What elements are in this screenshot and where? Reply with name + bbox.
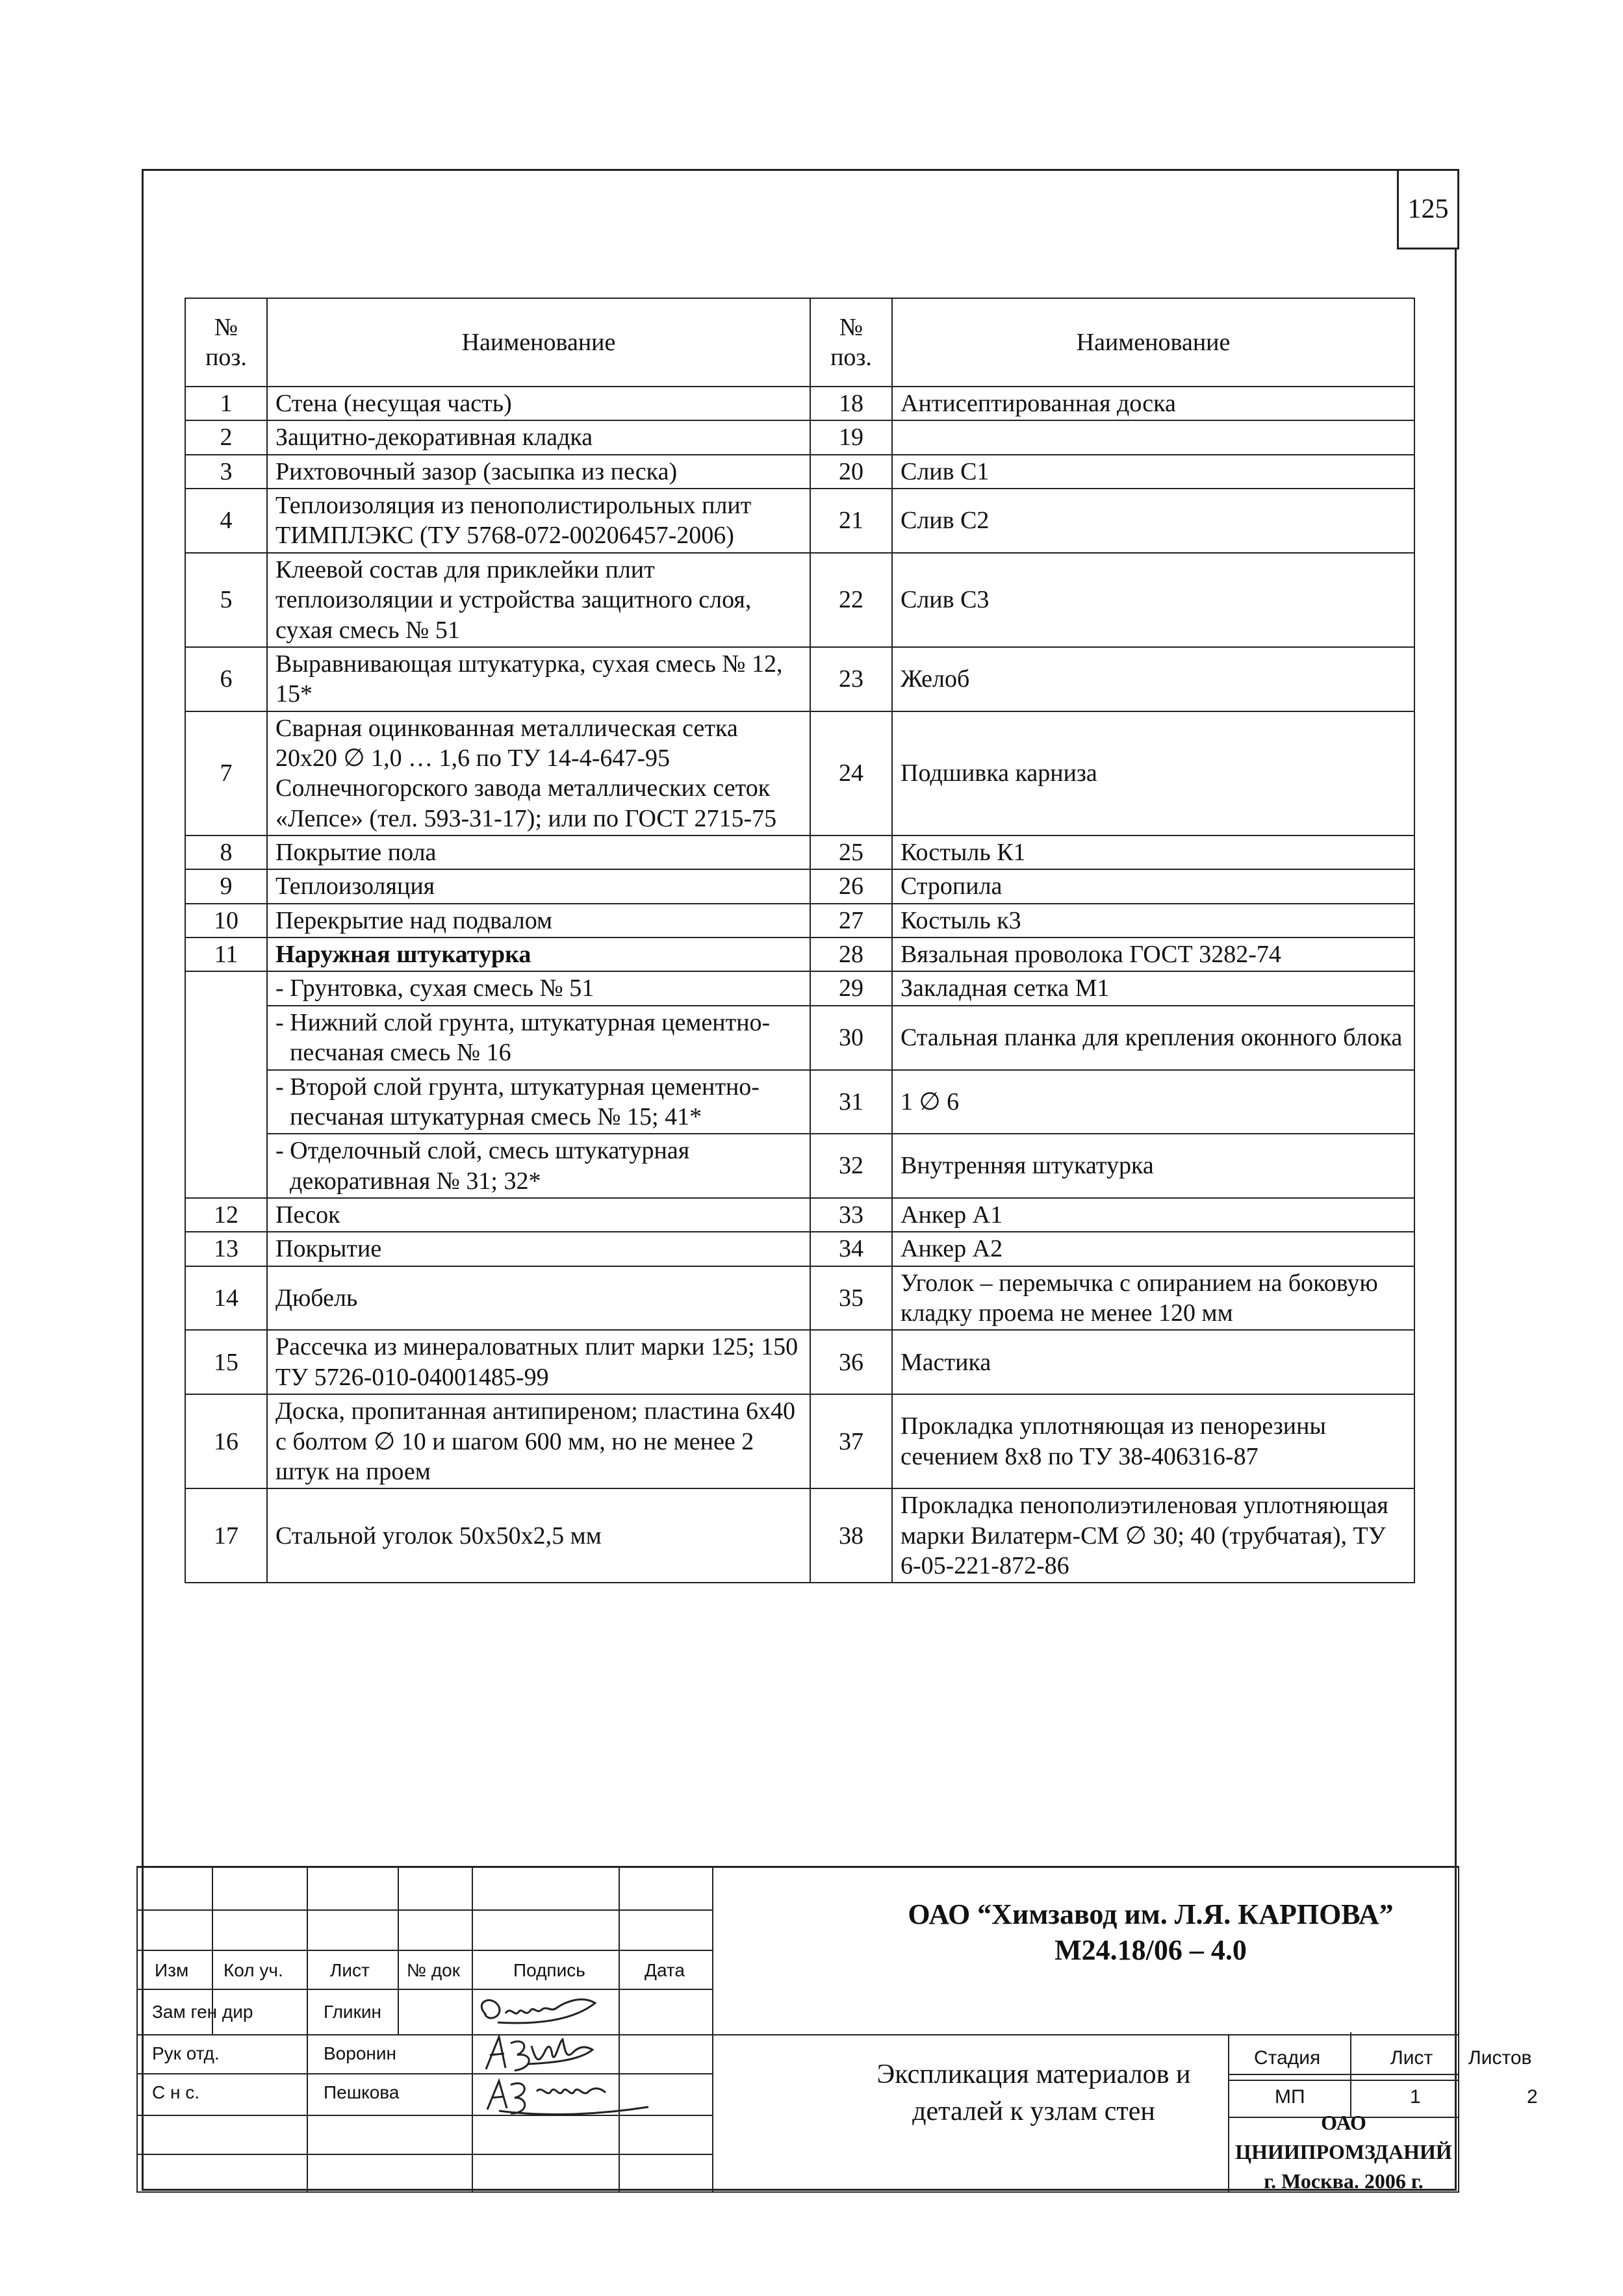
header-podp: Подпись [513,1960,585,1980]
row-name: Антисептированная доска [892,387,1414,420]
header-num-left: № поз. [185,298,267,387]
row-name: Рассечка из минераловатных плит марки 125; 150 ТУ 5726-010-04001485-99 [267,1330,810,1394]
row-name [267,971,810,1005]
row-name: Анкер А1 [892,1198,1414,1232]
row-name: Уголок – перемычка с опиранием на боковую кладку проема не менее 120 мм [892,1266,1414,1331]
table-row [185,387,1414,420]
row-num: 27 [810,904,892,938]
row-num: 34 [810,1232,892,1266]
designer-name: ОАО ЦНИИПРОМЗДАНИЙ [1235,2111,1452,2163]
row-num: 20 [810,455,892,489]
sheets-label: Листов [1468,2047,1532,2069]
sheet-value: 1 [1410,2086,1421,2108]
table-row [185,1488,1414,1583]
row-num: 11 [185,938,267,971]
sublayer-second: - Второй слой грунта, штукатурная цементно-песчаная штукатурная смесь № 15; 41* [275,1073,760,1130]
row-name: Рихтовочный зазор (засыпка из песка) [267,455,810,489]
header-name-right: Наименование [892,298,1414,387]
row-name: Защитно-декоративная кладка [267,420,810,454]
row-name: Костыль к3 [892,904,1414,938]
sheets-value: 2 [1527,2086,1538,2108]
sublayer-primer: - Грунтовка, сухая смесь № 51 [275,975,594,1002]
row-name: Клеевой состав для приклейки плит теплоизоляции и устройства защитного слоя, сухая смесь № 51 [267,553,810,647]
row-name: Песок [267,1198,810,1232]
table-row [185,553,1414,647]
row-name: Слив С1 [892,455,1414,489]
row-name [267,1070,810,1134]
row-num: 23 [810,647,892,711]
organization-name: ОАО “Химзавод им. Л.Я. КАРПОВА” [908,1898,1394,1930]
row-name: Подшивка карниза [892,711,1414,835]
row-name: Слив С2 [892,489,1414,553]
row-num: 25 [810,835,892,869]
row-name: Прокладка уплотняющая из пенорезины сечением 8х8 по ТУ 38-406316-87 [892,1394,1414,1488]
table-row [185,835,1414,869]
document-title: Экспликация материалов и деталей к узлам стен [876,2060,1191,2126]
row-name: Стальной уголок 50х50х2,5 мм [267,1488,810,1583]
row-name: Закладная сетка М1 [892,971,1414,1005]
header-name-left: Наименование [267,298,810,387]
table-row [185,1134,1414,1198]
table-row [185,1070,1414,1134]
row-name: Дюбель [267,1266,810,1331]
row-name: Стальная планка для крепления оконного блока [892,1006,1414,1070]
stage-grid [1228,2032,1459,2191]
row-name: Выравнивающая штукатурка, сухая смесь № 12, 15* [267,647,810,711]
row-num: 32 [810,1134,892,1198]
row-num: 22 [810,553,892,647]
name-peshkova: Пешкова [324,2082,400,2102]
row-num: 10 [185,904,267,938]
table-row [185,711,1414,835]
row-name: Доска, пропитанная антипиреном; пластина 6х40 с болтом ∅ 10 и шагом 600 мм, но не менее 2 штук на проем [267,1394,810,1488]
row-name [267,1006,810,1070]
header-list: Лист [330,1960,370,1980]
row-num: 17 [185,1488,267,1583]
table-row [185,455,1414,489]
document-code: М24.18/06 – 4.0 [1054,1934,1247,1966]
sublayer-lower: - Нижний слой грунта, штукатурная цементно-песчаная смесь № 16 [275,1008,771,1067]
sheet-label: Лист [1390,2047,1433,2069]
table-row [185,938,1414,971]
table-row [185,1006,1414,1070]
row-name: Покрытие пола [267,835,810,869]
row-name: Желоб [892,647,1414,711]
row-name: Теплоизоляция [267,869,810,903]
row-name: Покрытие [267,1232,810,1266]
row-name: Стропила [892,869,1414,903]
row-num: 14 [185,1266,267,1331]
row-num: 7 [185,711,267,835]
name-voronin: Воронин [324,2043,396,2063]
row-name: Перекрытие над подвалом [267,904,810,938]
table-row [185,1266,1414,1331]
table-row [185,420,1414,454]
role-senior-researcher: С н с. [152,2082,200,2102]
table-row [185,1198,1414,1232]
row-num: 15 [185,1330,267,1394]
row-name: Костыль К1 [892,835,1414,869]
table-row [185,971,1414,1005]
row-num: 33 [810,1198,892,1232]
row-num: 2 [185,420,267,454]
header-num-right: № поз. [810,298,892,387]
row-name: Прокладка пенополиэтиленовая уплотняющая марки Вилатерм-СМ ∅ 30; 40 (трубчатая), ТУ 6-05-221-872-86 [892,1488,1414,1583]
header-data: Дата [645,1960,685,1980]
row-name: Наружная штукатурка [267,938,810,971]
row-num: 4 [185,489,267,553]
row-name [267,1134,810,1198]
header-izm: Изм [155,1960,189,1980]
row-name: Стена (несущая часть) [267,387,810,420]
row-num: 28 [810,938,892,971]
stage-label: Стадия [1254,2047,1321,2069]
role-deputy-director: Зам ген дир [152,2002,253,2022]
table-row [185,489,1414,553]
table-row [185,1394,1414,1488]
row-name: Теплоизоляция из пенополистирольных плит ТИМПЛЭКС (ТУ 5768-072-00206457-2006) [267,489,810,553]
row-num: 30 [810,1006,892,1070]
row-num: 35 [810,1266,892,1331]
row-num: 38 [810,1488,892,1583]
sublayer-finish: - Отделочный слой, смесь штукатурная декоративная № 31; 32* [275,1137,690,1195]
row-name: Анкер А2 [892,1232,1414,1266]
table-row [185,904,1414,938]
row-num: 5 [185,553,267,647]
row-num: 8 [185,835,267,869]
row-num: 36 [810,1330,892,1394]
designer-city-year: г. Москва. 2006 г. [1264,2169,1424,2193]
row-num: 13 [185,1232,267,1266]
row-name: Слив С3 [892,553,1414,647]
row-num: 37 [810,1394,892,1488]
header-kol: Кол уч. [224,1960,283,1980]
table-header-row [185,298,1414,387]
row-name: Сварная оцинкованная металлическая сетка 20х20 ∅ 1,0 … 1,6 по ТУ 14-4-647-95 Солнечногорского завода металлических сеток «Лепсе» (тел. 593-31-17); или по ГОСТ 2715-75 [267,711,810,835]
row-num: 29 [810,971,892,1005]
row-num: 26 [810,869,892,903]
row-name: Вязальная проволока ГОСТ 3282-74 [892,938,1414,971]
header-ndoc: № док [407,1960,460,1980]
row-name: 1 ∅ 6 [892,1070,1414,1134]
stage-value: МП [1275,2086,1305,2108]
row-name [892,420,1414,454]
table-row [185,1232,1414,1266]
row-num: 3 [185,455,267,489]
row-num: 12 [185,1198,267,1232]
row-num: 18 [810,387,892,420]
table-row [185,869,1414,903]
row-num: 24 [810,711,892,835]
signature-glikin [466,1989,622,2034]
row-num: 31 [810,1070,892,1134]
table-row [185,647,1414,711]
row-num-empty [185,971,267,1198]
name-glikin: Гликин [324,2002,381,2022]
row-name: Мастика [892,1330,1414,1394]
role-dept-head: Рук отд. [152,2043,220,2063]
materials-table [185,298,1415,1583]
row-num: 16 [185,1394,267,1488]
organization-header [842,1896,1459,1968]
row-num: 19 [810,420,892,454]
signature-peshkova [473,2072,668,2121]
page-number: 125 [1397,169,1459,249]
table-row [185,1330,1414,1394]
row-num: 1 [185,387,267,420]
row-num: 9 [185,869,267,903]
row-name: Внутренняя штукатурка [892,1134,1414,1198]
row-num: 21 [810,489,892,553]
row-num: 6 [185,647,267,711]
